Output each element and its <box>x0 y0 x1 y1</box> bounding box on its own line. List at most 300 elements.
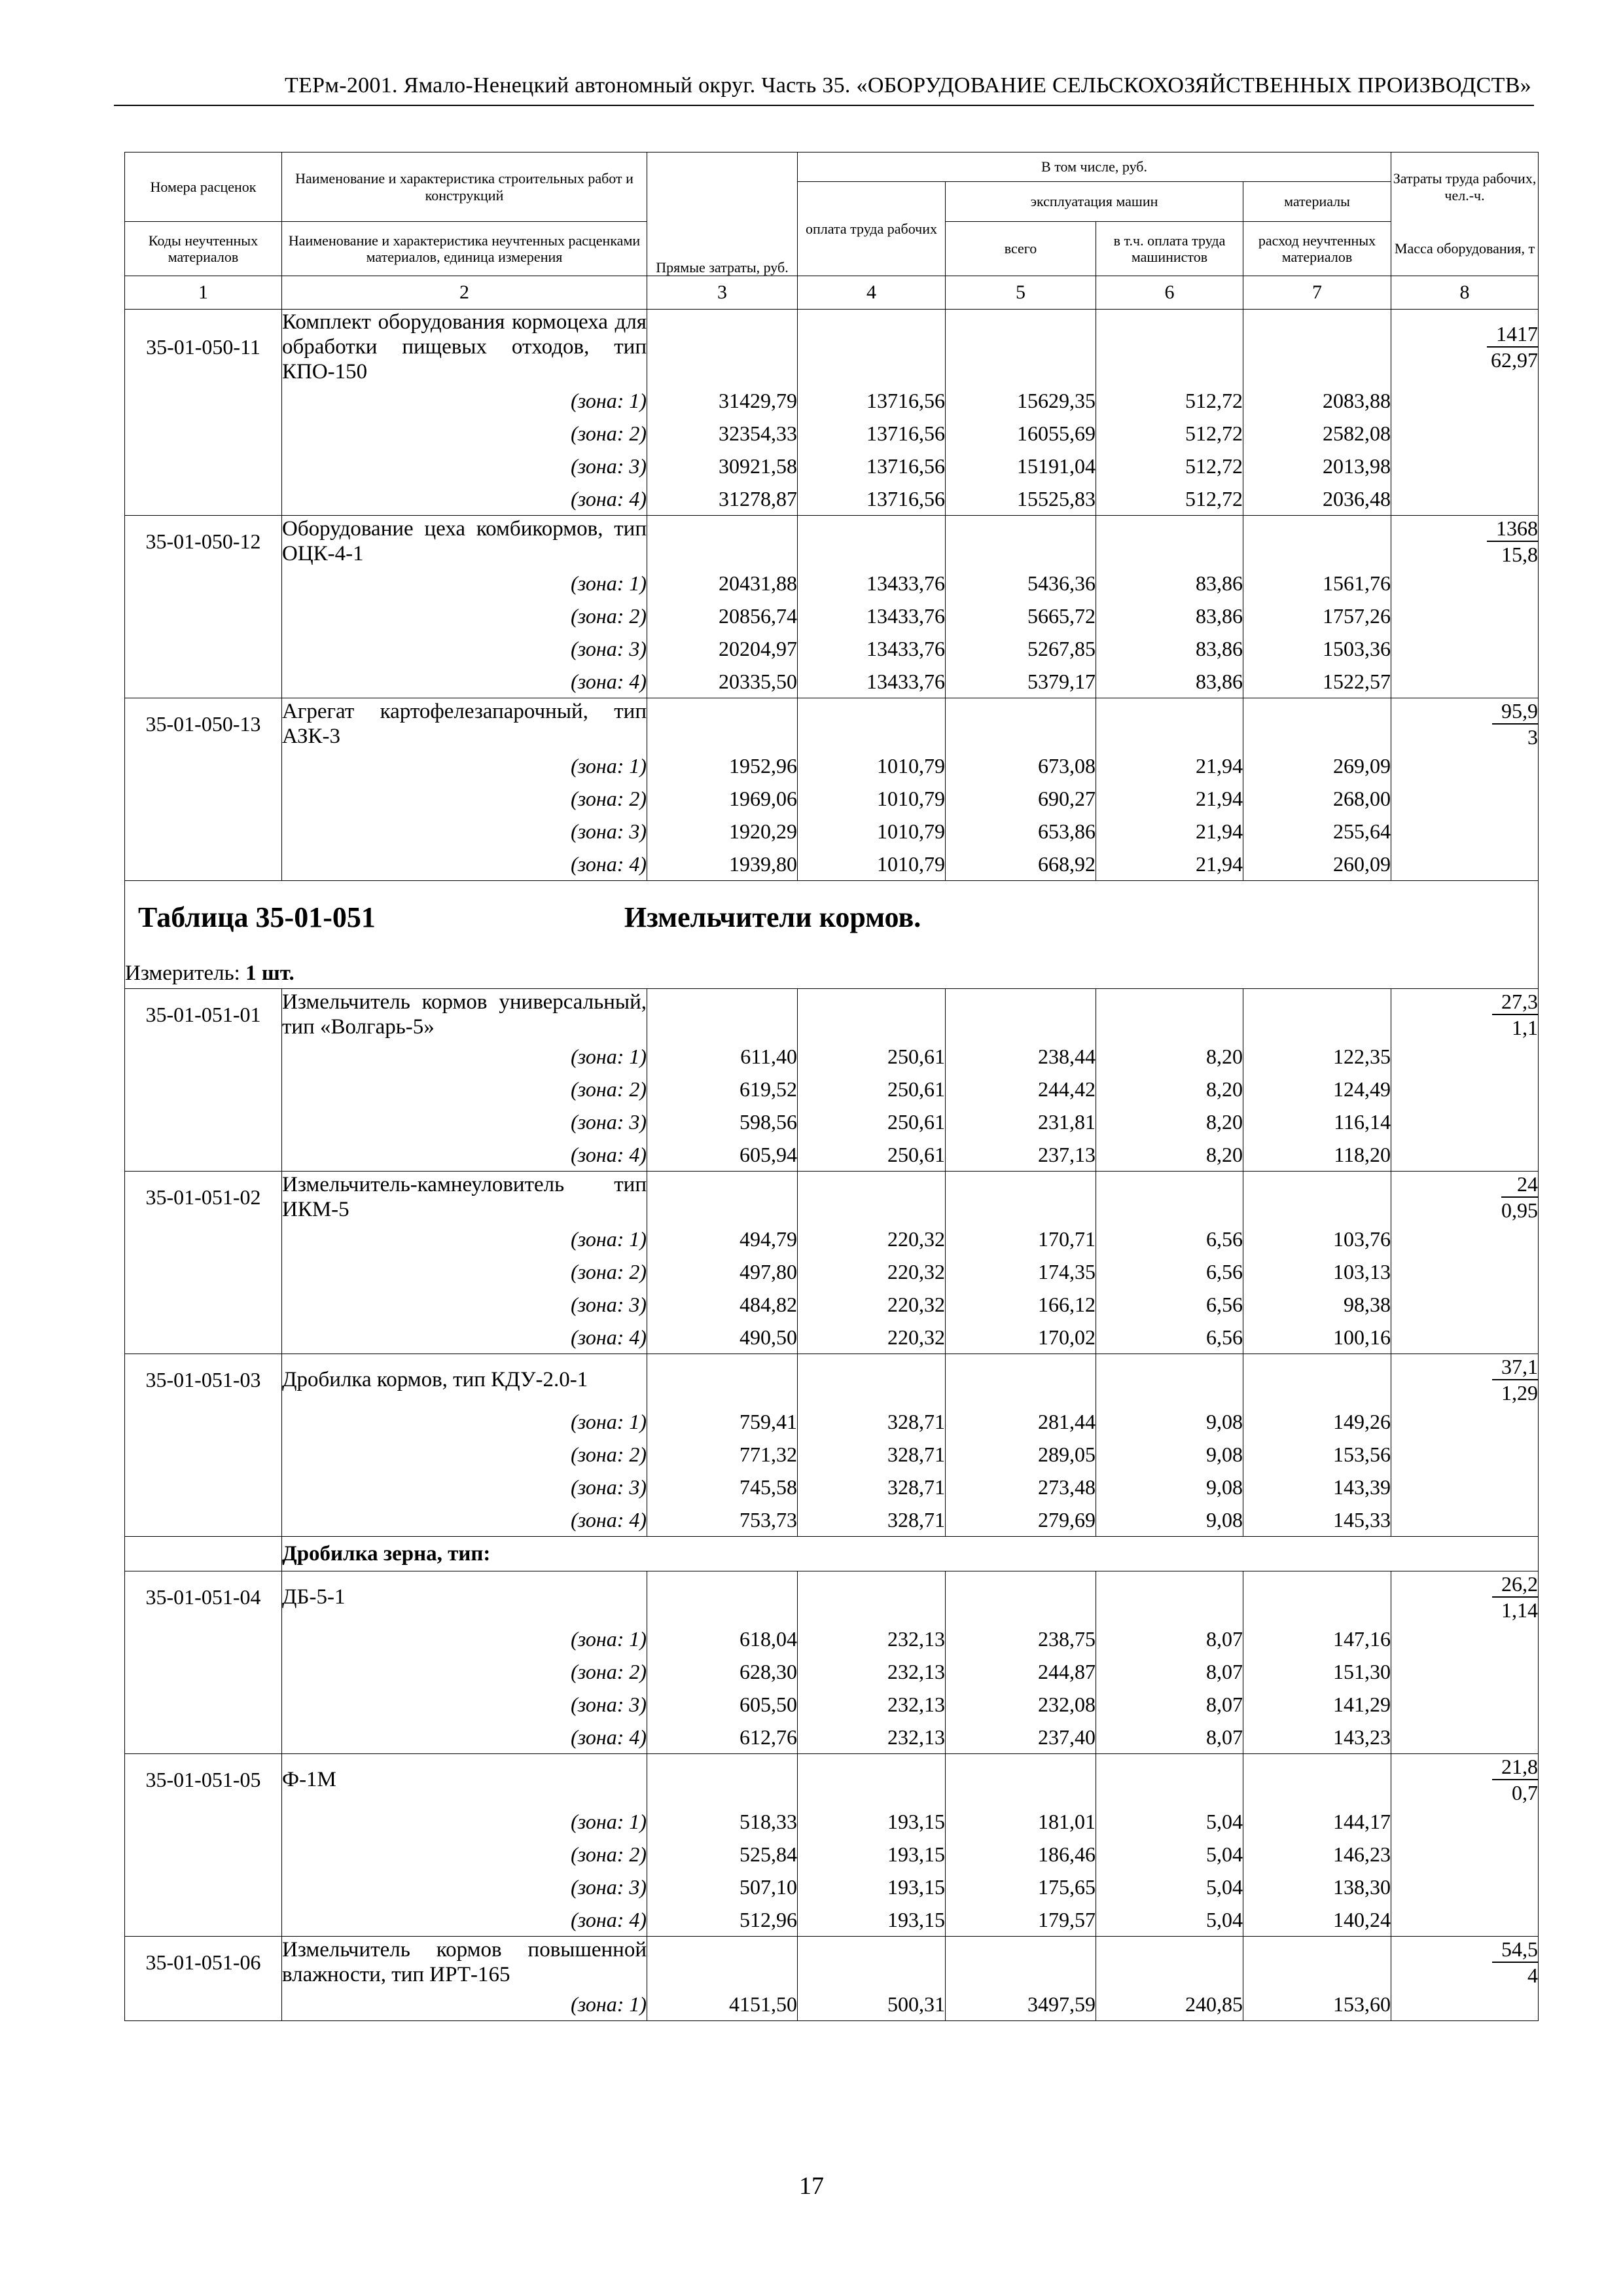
empty-cell <box>946 516 1096 567</box>
group-subheading: Дробилка зерна, тип: <box>282 1537 1539 1571</box>
zone-row <box>125 417 1539 450</box>
code-spacer <box>125 384 282 417</box>
col8-header-bottom: Масса оборудования, т <box>1391 222 1539 276</box>
zone-label: (зона: 2) <box>282 1655 647 1688</box>
value-cell: 8,07 <box>1096 1721 1243 1754</box>
value-cell: 2582,08 <box>1243 417 1391 450</box>
value-cell: 170,71 <box>946 1223 1096 1255</box>
value-cell: 1757,26 <box>1243 600 1391 632</box>
value-cell: 5,04 <box>1096 1871 1243 1903</box>
labor-mass-cell <box>1391 1754 1539 1806</box>
labor-cost: 27,3 <box>1492 989 1538 1015</box>
item-header-row <box>125 1754 1539 1806</box>
zone-row <box>125 632 1539 665</box>
value-cell: 153,60 <box>1243 1988 1391 2021</box>
item-name: Ф-1М <box>282 1754 647 1806</box>
code-spacer <box>125 600 282 632</box>
empty-cell <box>1391 567 1539 600</box>
value-cell: 181,01 <box>946 1805 1096 1838</box>
code-spacer <box>125 1438 282 1471</box>
value-cell: 5665,72 <box>946 600 1096 632</box>
value-cell: 31278,87 <box>647 482 798 516</box>
value-cell: 144,17 <box>1243 1805 1391 1838</box>
column-number: 3 <box>647 276 798 310</box>
code-spacer <box>125 1688 282 1721</box>
zone-label: (зона: 3) <box>282 815 647 848</box>
labor-cost: 21,8 <box>1492 1754 1538 1780</box>
empty-cell <box>1391 1903 1539 1937</box>
code-spacer <box>125 1623 282 1655</box>
value-cell: 244,87 <box>946 1655 1096 1688</box>
code-spacer <box>125 1321 282 1354</box>
machines-header: эксплуатация машин <box>946 182 1243 222</box>
item-name: Измельчитель-камнеуловитель тип ИКМ-5 <box>282 1172 647 1223</box>
code-spacer <box>125 749 282 782</box>
rate-code: 35-01-051-02 <box>125 1172 282 1223</box>
zone-label: (зона: 1) <box>282 749 647 782</box>
zone-label: (зона: 3) <box>282 632 647 665</box>
value-cell: 103,76 <box>1243 1223 1391 1255</box>
zone-label: (зона: 1) <box>282 1988 647 2021</box>
value-cell: 232,08 <box>946 1688 1096 1721</box>
empty-cell <box>1391 417 1539 450</box>
empty-cell <box>946 989 1096 1041</box>
value-cell: 605,50 <box>647 1688 798 1721</box>
empty-cell <box>1391 1871 1539 1903</box>
value-cell: 8,07 <box>1096 1655 1243 1688</box>
value-cell: 13433,76 <box>798 567 946 600</box>
column-number: 6 <box>1096 276 1243 310</box>
value-cell: 193,15 <box>798 1838 946 1871</box>
equipment-mass: 0,95 <box>1501 1198 1539 1222</box>
value-cell: 238,75 <box>946 1623 1096 1655</box>
empty-cell <box>1243 1754 1391 1806</box>
value-cell: 328,71 <box>798 1471 946 1503</box>
zone-label: (зона: 1) <box>282 1623 647 1655</box>
value-cell: 1010,79 <box>798 749 946 782</box>
value-cell: 237,40 <box>946 1721 1096 1754</box>
table-body <box>125 152 1539 2021</box>
header-rule <box>114 105 1534 106</box>
value-cell: 244,42 <box>946 1073 1096 1105</box>
value-cell: 250,61 <box>798 1105 946 1138</box>
zone-row <box>125 384 1539 417</box>
code-spacer <box>125 417 282 450</box>
empty-cell <box>798 310 946 385</box>
value-cell: 13433,76 <box>798 632 946 665</box>
empty-cell <box>1391 1838 1539 1871</box>
running-header: ТЕРм-2001. Ямало-Ненецкий автономный округ. Часть 35. «ОБОРУДОВАНИЕ СЕЛЬСКОХОЗЯЙСТВЕННЫХ ПРОИЗВОДСТВ» <box>285 73 1531 98</box>
value-cell: 20856,74 <box>647 600 798 632</box>
zone-row <box>125 1105 1539 1138</box>
item-header-row <box>125 1354 1539 1406</box>
equipment-mass: 62,97 <box>1491 348 1539 372</box>
empty-cell <box>798 1937 946 1988</box>
value-cell: 98,38 <box>1243 1288 1391 1321</box>
empty-cell <box>798 1172 946 1223</box>
empty-cell <box>1096 1172 1243 1223</box>
value-cell: 1939,80 <box>647 848 798 881</box>
value-cell: 619,52 <box>647 1073 798 1105</box>
value-cell: 232,13 <box>798 1655 946 1688</box>
column-number: 5 <box>946 276 1096 310</box>
value-cell: 518,33 <box>647 1805 798 1838</box>
value-cell: 153,56 <box>1243 1438 1391 1471</box>
empty-cell <box>1391 1073 1539 1105</box>
value-cell: 9,08 <box>1096 1438 1243 1471</box>
code-spacer <box>125 1138 282 1172</box>
value-cell: 500,31 <box>798 1988 946 2021</box>
item-header-row <box>125 698 1539 750</box>
zone-label: (зона: 1) <box>282 1223 647 1255</box>
value-cell: 6,56 <box>1096 1321 1243 1354</box>
zone-label: (зона: 3) <box>282 1471 647 1503</box>
value-cell: 490,50 <box>647 1321 798 1354</box>
value-cell: 13716,56 <box>798 482 946 516</box>
zone-row <box>125 665 1539 698</box>
value-cell: 759,41 <box>647 1405 798 1438</box>
zone-row <box>125 1721 1539 1754</box>
empty-cell <box>125 1537 282 1571</box>
value-cell: 118,20 <box>1243 1138 1391 1172</box>
labor-mass-fraction <box>1501 1172 1538 1223</box>
value-cell: 525,84 <box>647 1838 798 1871</box>
empty-cell <box>647 989 798 1041</box>
empty-cell <box>1391 1988 1539 2021</box>
zone-row <box>125 1138 1539 1172</box>
value-cell: 690,27 <box>946 782 1096 815</box>
value-cell: 30921,58 <box>647 450 798 482</box>
value-cell: 328,71 <box>798 1405 946 1438</box>
zone-row <box>125 1073 1539 1105</box>
value-cell: 1010,79 <box>798 815 946 848</box>
zone-row <box>125 1623 1539 1655</box>
value-cell: 8,20 <box>1096 1073 1243 1105</box>
empty-cell <box>1391 482 1539 516</box>
col2-header-bottom: Наименование и характеристика неучтенных расценками материалов, единица измерения <box>282 222 647 276</box>
labor-mass-fraction <box>1492 1354 1538 1405</box>
empty-cell <box>1243 310 1391 385</box>
value-cell: 612,76 <box>647 1721 798 1754</box>
rate-code: 35-01-051-05 <box>125 1754 282 1806</box>
empty-cell <box>1391 1471 1539 1503</box>
labor-cost: 54,5 <box>1492 1937 1538 1963</box>
labor-mass-cell <box>1391 1571 1539 1623</box>
value-cell: 21,94 <box>1096 749 1243 782</box>
value-cell: 512,72 <box>1096 417 1243 450</box>
measure-value: 1 шт. <box>245 961 294 985</box>
measure-row <box>125 958 1539 989</box>
value-cell: 8,20 <box>1096 1138 1243 1172</box>
value-cell: 116,14 <box>1243 1105 1391 1138</box>
empty-cell <box>1391 665 1539 698</box>
labor-cost: 1417 <box>1487 321 1538 348</box>
zone-label: (зона: 4) <box>282 1903 647 1937</box>
value-cell: 8,20 <box>1096 1105 1243 1138</box>
value-cell: 231,81 <box>946 1105 1096 1138</box>
table-title-row <box>125 881 1539 959</box>
value-cell: 653,86 <box>946 815 1096 848</box>
value-cell: 2013,98 <box>1243 450 1391 482</box>
empty-cell <box>1096 698 1243 750</box>
empty-cell <box>1391 1623 1539 1655</box>
value-cell: 193,15 <box>798 1871 946 1903</box>
value-cell: 240,85 <box>1096 1988 1243 2021</box>
zone-row <box>125 1838 1539 1871</box>
col4-header: оплата труда рабочих <box>798 182 946 276</box>
zone-label: (зона: 2) <box>282 782 647 815</box>
code-spacer <box>125 632 282 665</box>
zone-row <box>125 1688 1539 1721</box>
item-header-row <box>125 1937 1539 1988</box>
value-cell: 174,35 <box>946 1255 1096 1288</box>
col1-header-bottom: Коды неучтенных материалов <box>125 222 282 276</box>
code-spacer <box>125 450 282 482</box>
item-header-row <box>125 310 1539 385</box>
labor-mass-fraction <box>1487 321 1538 372</box>
zone-row <box>125 450 1539 482</box>
zone-row <box>125 1288 1539 1321</box>
zone-label: (зона: 2) <box>282 1073 647 1105</box>
labor-mass-cell <box>1391 516 1539 567</box>
labor-mass-fraction <box>1492 1571 1538 1623</box>
column-number: 1 <box>125 276 282 310</box>
value-cell: 149,26 <box>1243 1405 1391 1438</box>
code-spacer <box>125 815 282 848</box>
value-cell: 170,02 <box>946 1321 1096 1354</box>
labor-mass-fraction <box>1487 516 1538 567</box>
value-cell: 771,32 <box>647 1438 798 1471</box>
empty-cell <box>798 989 946 1041</box>
item-name: Оборудование цеха комбикормов, тип ОЦК-4-1 <box>282 516 647 567</box>
value-cell: 512,72 <box>1096 384 1243 417</box>
value-cell: 143,39 <box>1243 1471 1391 1503</box>
rate-code: 35-01-051-01 <box>125 989 282 1041</box>
empty-cell <box>946 1172 1096 1223</box>
labor-cost: 24 <box>1501 1172 1538 1198</box>
empty-cell <box>946 1354 1096 1406</box>
value-cell: 193,15 <box>798 1805 946 1838</box>
value-cell: 232,13 <box>798 1623 946 1655</box>
value-cell: 3497,59 <box>946 1988 1096 2021</box>
zone-row <box>125 1438 1539 1471</box>
rate-code: 35-01-050-11 <box>125 310 282 385</box>
empty-cell <box>1243 1937 1391 1988</box>
value-cell: 328,71 <box>798 1438 946 1471</box>
zone-label: (зона: 3) <box>282 450 647 482</box>
empty-cell <box>1243 989 1391 1041</box>
value-cell: 5267,85 <box>946 632 1096 665</box>
empty-cell <box>647 1937 798 1988</box>
value-cell: 8,07 <box>1096 1623 1243 1655</box>
labor-cost: 37,1 <box>1492 1354 1538 1380</box>
value-cell: 6,56 <box>1096 1223 1243 1255</box>
empty-cell <box>798 1354 946 1406</box>
empty-cell <box>798 1571 946 1623</box>
value-cell: 83,86 <box>1096 567 1243 600</box>
zone-label: (зона: 2) <box>282 417 647 450</box>
empty-cell <box>798 698 946 750</box>
value-cell: 5379,17 <box>946 665 1096 698</box>
labor-cost: 26,2 <box>1492 1571 1538 1598</box>
value-cell: 9,08 <box>1096 1405 1243 1438</box>
page-number: 17 <box>799 2172 824 2200</box>
code-spacer <box>125 1988 282 2021</box>
measure-label: Измеритель: <box>125 961 240 985</box>
col3-header: Прямые затраты, руб. <box>647 152 798 276</box>
value-cell: 611,40 <box>647 1040 798 1073</box>
empty-cell <box>647 698 798 750</box>
labor-mass-fraction <box>1492 989 1538 1040</box>
value-cell: 2036,48 <box>1243 482 1391 516</box>
empty-cell <box>1391 384 1539 417</box>
item-name: Измельчитель кормов универсальный, тип «Волгарь-5» <box>282 989 647 1041</box>
value-cell: 141,29 <box>1243 1688 1391 1721</box>
empty-cell <box>1391 1655 1539 1688</box>
including-header: В том числе, руб. <box>798 152 1391 182</box>
value-cell: 605,94 <box>647 1138 798 1172</box>
empty-cell <box>1243 1354 1391 1406</box>
zone-row <box>125 1805 1539 1838</box>
value-cell: 13433,76 <box>798 665 946 698</box>
zone-row <box>125 1655 1539 1688</box>
empty-cell <box>1391 749 1539 782</box>
zone-label: (зона: 2) <box>282 1838 647 1871</box>
zone-row <box>125 482 1539 516</box>
col1-header-top: Номера расценок <box>125 152 282 222</box>
code-spacer <box>125 1903 282 1937</box>
code-spacer <box>125 482 282 516</box>
value-cell: 268,00 <box>1243 782 1391 815</box>
value-cell: 328,71 <box>798 1503 946 1537</box>
empty-cell <box>647 1354 798 1406</box>
empty-cell <box>1391 600 1539 632</box>
zone-label: (зона: 4) <box>282 1721 647 1754</box>
value-cell: 143,23 <box>1243 1721 1391 1754</box>
col2-header-top: Наименование и характеристика строительных работ и конструкций <box>282 152 647 222</box>
value-cell: 2083,88 <box>1243 384 1391 417</box>
zone-row <box>125 1223 1539 1255</box>
zone-label: (зона: 4) <box>282 482 647 516</box>
value-cell: 147,16 <box>1243 1623 1391 1655</box>
item-header-row <box>125 1571 1539 1623</box>
value-cell: 5,04 <box>1096 1838 1243 1871</box>
zone-row <box>125 1321 1539 1354</box>
value-cell: 1010,79 <box>798 782 946 815</box>
code-spacer <box>125 1288 282 1321</box>
empty-cell <box>946 698 1096 750</box>
col7-header: расход неучтенных материалов <box>1243 222 1391 276</box>
zone-label: (зона: 4) <box>282 665 647 698</box>
code-spacer <box>125 1871 282 1903</box>
value-cell: 13433,76 <box>798 600 946 632</box>
empty-cell <box>1391 1288 1539 1321</box>
value-cell: 8,07 <box>1096 1688 1243 1721</box>
table-number: Таблица 35-01-051 <box>138 901 376 933</box>
value-cell: 5,04 <box>1096 1903 1243 1937</box>
item-header-row <box>125 516 1539 567</box>
value-cell: 100,16 <box>1243 1321 1391 1354</box>
code-spacer <box>125 1405 282 1438</box>
value-cell: 13716,56 <box>798 417 946 450</box>
empty-cell <box>1391 632 1539 665</box>
labor-cost: 95,9 <box>1492 698 1538 725</box>
measure-cell <box>125 958 1539 989</box>
value-cell: 753,73 <box>647 1503 798 1537</box>
value-cell: 21,94 <box>1096 782 1243 815</box>
value-cell: 6,56 <box>1096 1255 1243 1288</box>
empty-cell <box>647 516 798 567</box>
value-cell: 273,48 <box>946 1471 1096 1503</box>
value-cell: 238,44 <box>946 1040 1096 1073</box>
equipment-mass: 3 <box>1527 725 1539 749</box>
value-cell: 1920,29 <box>647 815 798 848</box>
item-name: Комплект оборудования кормоцеха для обработки пищевых отходов, тип КПО-150 <box>282 310 647 384</box>
value-cell: 193,15 <box>798 1903 946 1937</box>
value-cell: 8,20 <box>1096 1040 1243 1073</box>
value-cell: 146,23 <box>1243 1838 1391 1871</box>
empty-cell <box>798 516 946 567</box>
empty-cell <box>1243 1571 1391 1623</box>
zone-label: (зона: 2) <box>282 1438 647 1471</box>
value-cell: 220,32 <box>798 1288 946 1321</box>
column-numbers-row <box>125 276 1539 310</box>
empty-cell <box>1096 1937 1243 1988</box>
equipment-mass: 15,8 <box>1501 543 1539 566</box>
equipment-mass: 1,14 <box>1501 1598 1539 1622</box>
value-cell: 32354,33 <box>647 417 798 450</box>
table-caption: Измельчители кормов. <box>624 901 921 933</box>
column-number: 4 <box>798 276 946 310</box>
code-spacer <box>125 1040 282 1073</box>
zone-row <box>125 1503 1539 1537</box>
empty-cell <box>1096 1571 1243 1623</box>
value-cell: 1952,96 <box>647 749 798 782</box>
empty-cell <box>1096 1754 1243 1806</box>
empty-cell <box>1391 1503 1539 1537</box>
value-cell: 494,79 <box>647 1223 798 1255</box>
value-cell: 1522,57 <box>1243 665 1391 698</box>
zone-label: (зона: 1) <box>282 1405 647 1438</box>
empty-cell <box>946 1937 1096 1988</box>
labor-mass-cell <box>1391 1354 1539 1406</box>
code-spacer <box>125 1471 282 1503</box>
code-spacer <box>125 1655 282 1688</box>
equipment-mass: 0,7 <box>1512 1781 1539 1804</box>
header-row-1 <box>125 152 1539 182</box>
empty-cell <box>1391 1405 1539 1438</box>
value-cell: 83,86 <box>1096 665 1243 698</box>
materials-header: материалы <box>1243 182 1391 222</box>
item-name: Дробилка кормов, тип КДУ-2.0-1 <box>282 1354 647 1406</box>
value-cell: 250,61 <box>798 1138 946 1172</box>
value-cell: 281,44 <box>946 1405 1096 1438</box>
zone-label: (зона: 1) <box>282 567 647 600</box>
zone-label: (зона: 1) <box>282 1040 647 1073</box>
col8-header-top: Затраты труда рабочих, чел.-ч. <box>1391 152 1539 222</box>
zone-label: (зона: 1) <box>282 384 647 417</box>
zone-label: (зона: 4) <box>282 1503 647 1537</box>
value-cell: 15629,35 <box>946 384 1096 417</box>
code-spacer <box>125 567 282 600</box>
value-cell: 232,13 <box>798 1688 946 1721</box>
value-cell: 673,08 <box>946 749 1096 782</box>
labor-mass-cell <box>1391 1937 1539 1988</box>
value-cell: 9,08 <box>1096 1503 1243 1537</box>
equipment-mass: 4 <box>1527 1964 1539 1987</box>
labor-mass-fraction <box>1492 698 1538 749</box>
value-cell: 83,86 <box>1096 600 1243 632</box>
